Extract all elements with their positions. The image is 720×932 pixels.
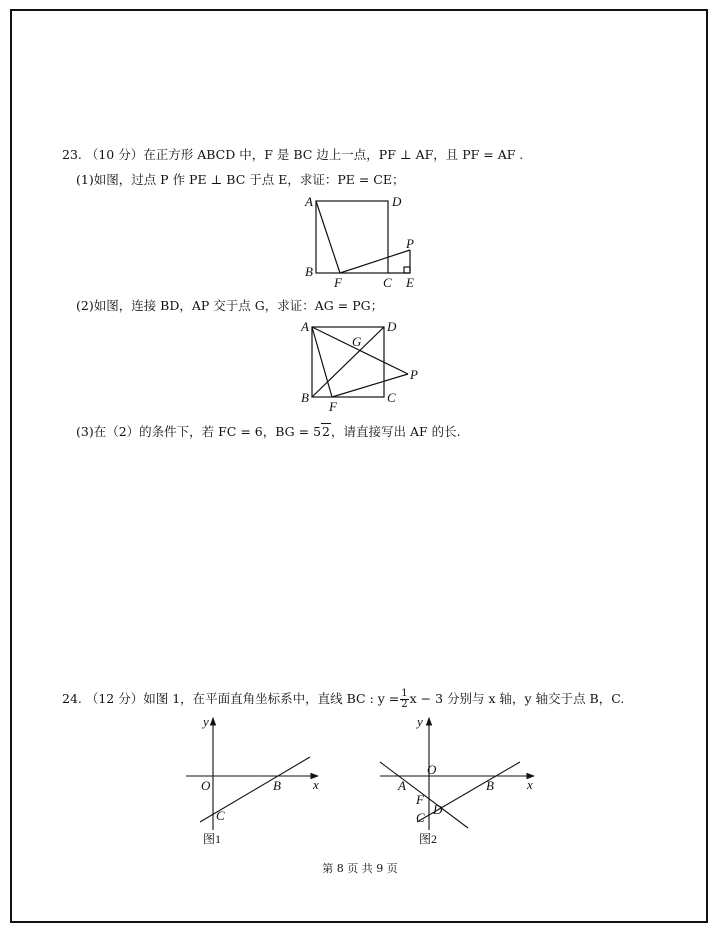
q23-part3-text-a: (3)在（2）的条件下，若 FC = 6，BG = 5 <box>76 424 322 439</box>
q23-part1: (1)如图，过点 P 作 PE ⊥ BC 于点 E，求证：PE = CE； <box>76 172 405 187</box>
label-d: D <box>392 194 402 209</box>
fraction-one-half <box>400 689 408 710</box>
label-a: A <box>398 778 406 793</box>
right-angle-mark <box>404 267 410 273</box>
label-b: B <box>305 264 313 279</box>
label-y: y <box>417 714 423 729</box>
segment-bd <box>312 327 384 397</box>
q23-part2: (2)如图，连接 BD，AP 交于点 G，求证：AG = PG； <box>76 298 384 313</box>
label-b: B <box>301 390 309 405</box>
label-c: C <box>387 390 396 405</box>
label-f: F <box>329 399 337 414</box>
label-g: G <box>352 334 362 349</box>
fraction-numerator: 1 <box>401 688 408 699</box>
label-f: F <box>416 792 424 807</box>
label-p: P <box>410 367 418 382</box>
q24-stem <box>62 689 624 710</box>
label-c: C <box>383 275 392 290</box>
label-y: y <box>203 714 209 729</box>
label-a: A <box>305 194 313 209</box>
figure-caption: 图2 <box>419 832 438 846</box>
segment-fp <box>340 250 410 273</box>
q23-figure-1 <box>300 192 430 290</box>
q23-figure-2 <box>300 318 430 414</box>
label-x: x <box>527 777 533 792</box>
q23-part3-text-b: ，请直接写出 AF 的长. <box>330 424 461 439</box>
q23-part3 <box>76 424 461 440</box>
label-f: F <box>334 275 342 290</box>
segment-af <box>316 201 340 273</box>
figure-caption: 图1 <box>203 832 222 846</box>
label-a: A <box>301 319 309 334</box>
q24-stem-a: 24. （12 分）如图 1，在平面直角坐标系中，直线 BC : y = <box>62 691 400 706</box>
square-abcd <box>316 201 388 273</box>
label-o: O <box>201 778 211 793</box>
q24-figure-2 <box>372 712 542 852</box>
label-c: C <box>416 810 425 825</box>
page-footer: 第 8 页 共 9 页 <box>322 862 398 875</box>
label-d: D <box>433 802 443 817</box>
fraction-denominator: 2 <box>401 699 408 710</box>
q24-stem-b: x − 3 分别与 x 轴，y 轴交于点 B，C. <box>409 691 625 706</box>
q23-stem: 23. （10 分）在正方形 ABCD 中，F 是 BC 边上一点，PF ⊥ AF，且 PF = AF . <box>62 147 524 162</box>
label-d: D <box>387 319 397 334</box>
label-o: O <box>427 762 437 777</box>
label-p: P <box>406 236 414 251</box>
label-e: E <box>406 275 414 290</box>
q24-figure-1 <box>180 712 330 852</box>
label-x: x <box>313 777 319 792</box>
label-b: B <box>486 778 494 793</box>
sqrt-radicand: 2 <box>322 424 330 439</box>
segment-fp <box>332 374 408 397</box>
label-c: C <box>216 808 225 823</box>
label-b: B <box>273 778 281 793</box>
